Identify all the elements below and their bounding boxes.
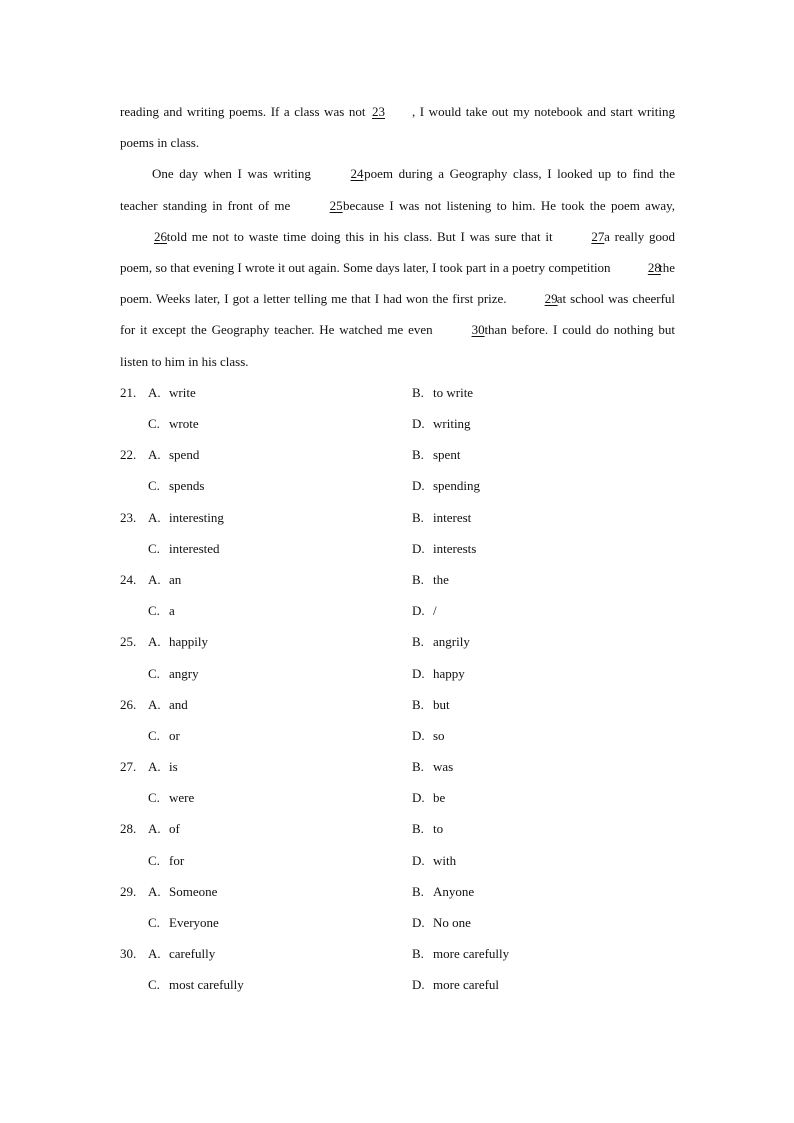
option-d: [412, 907, 471, 938]
question-number: 26.: [120, 696, 137, 712]
option-text: Anyone: [433, 883, 475, 899]
option-b: [412, 938, 509, 969]
option-text: more carefully: [433, 946, 510, 962]
option-text: be: [433, 790, 446, 806]
option-text: wrote: [169, 416, 199, 432]
question-row: [120, 533, 675, 564]
option-a: [148, 813, 180, 844]
option-text: but: [433, 696, 450, 712]
passage-text: the poem. Weeks later, I got a letter telling me that I had won the first prize.: [120, 260, 676, 307]
question-row: [120, 938, 675, 969]
option-letter: A.: [148, 946, 161, 962]
question-row: [120, 845, 675, 876]
option-letter: A.: [148, 384, 161, 400]
option-b: [412, 689, 450, 720]
option-text: happy: [433, 665, 465, 681]
option-text: interesting: [169, 509, 224, 525]
question-row: [120, 907, 675, 938]
option-text: for: [169, 852, 185, 868]
option-b: [412, 751, 453, 782]
question-row: [120, 439, 675, 470]
option-text: and: [169, 696, 188, 712]
option-a: [148, 689, 188, 720]
option-letter: D.: [412, 977, 425, 993]
option-text: were: [169, 790, 195, 806]
option-text: or: [169, 727, 180, 743]
option-text: most carefully: [169, 977, 244, 993]
option-text: was: [433, 759, 454, 775]
question-row: [120, 969, 675, 1000]
question-row: [120, 408, 675, 439]
option-letter: D.: [412, 478, 425, 494]
blank-27: 27: [591, 228, 605, 244]
option-letter: A.: [148, 883, 161, 899]
option-a: [148, 876, 217, 907]
option-letter: D.: [412, 790, 425, 806]
question-number: 25.: [120, 634, 137, 650]
blank-30: 30: [471, 322, 485, 338]
option-letter: A.: [148, 759, 161, 775]
question-list: [120, 377, 675, 1001]
option-b: [412, 876, 474, 907]
option-text: Everyone: [169, 915, 219, 931]
passage-text: at school was cheerful for it except the Geography teacher. He watched me even: [120, 291, 676, 338]
option-letter: B.: [412, 883, 424, 899]
option-a: [148, 751, 178, 782]
option-d: [412, 720, 445, 751]
question-row: [120, 502, 675, 533]
option-text: happily: [169, 634, 208, 650]
option-d: [412, 595, 437, 626]
question-row: [120, 626, 675, 657]
question-number: 22.: [120, 447, 137, 463]
option-text: carefully: [169, 946, 216, 962]
option-letter: D.: [412, 852, 425, 868]
option-d: [412, 533, 476, 564]
option-text: a: [169, 603, 175, 619]
question-number: 30.: [120, 946, 137, 962]
option-letter: A.: [148, 696, 161, 712]
question-number: 21.: [120, 384, 137, 400]
option-c: [148, 658, 199, 689]
passage-text: a really good poem, so that evening I wrote it out again. Some days later, I took part in a poetry competition: [120, 228, 676, 276]
option-c: [148, 969, 244, 1000]
option-text: /: [433, 603, 437, 619]
option-b: [412, 377, 473, 408]
option-letter: D.: [412, 665, 425, 681]
option-text: is: [169, 759, 178, 775]
option-a: [148, 938, 215, 969]
option-a: [148, 502, 224, 533]
option-c: [148, 907, 219, 938]
question-row: [120, 720, 675, 751]
option-letter: D.: [412, 727, 425, 743]
option-c: [148, 720, 180, 751]
question-row: [120, 813, 675, 844]
question-row: [120, 595, 675, 626]
option-letter: C.: [148, 665, 160, 681]
option-text: so: [433, 727, 445, 743]
option-c: [148, 595, 175, 626]
option-b: [412, 564, 449, 595]
question-row: [120, 751, 675, 782]
option-text: No one: [433, 915, 471, 931]
blank-23: 23: [372, 104, 385, 119]
option-c: [148, 470, 204, 501]
passage-text: than before. I could do nothing but listen to him in his class.: [120, 322, 676, 369]
option-letter: B.: [412, 384, 424, 400]
option-letter: B.: [412, 447, 424, 463]
option-text: with: [433, 852, 457, 868]
passage-text: One day when I was writing: [152, 166, 311, 182]
blank-24: 24: [350, 166, 364, 182]
option-b: [412, 502, 471, 533]
option-letter: D.: [412, 603, 425, 619]
option-text: of: [169, 821, 180, 837]
option-letter: C.: [148, 790, 160, 806]
option-text: an: [169, 571, 182, 587]
option-letter: B.: [412, 759, 424, 775]
question-row: [120, 689, 675, 720]
question-number: 24.: [120, 571, 137, 587]
option-c: [148, 408, 199, 439]
option-b: [412, 439, 460, 470]
option-d: [412, 845, 456, 876]
option-letter: D.: [412, 915, 425, 931]
option-letter: C.: [148, 727, 160, 743]
option-letter: B.: [412, 571, 424, 587]
option-letter: C.: [148, 915, 160, 931]
question-number: 27.: [120, 759, 137, 775]
option-a: [148, 626, 208, 657]
passage-text: because I was not listening to him. He took the poem away,: [342, 197, 676, 213]
option-letter: C.: [148, 852, 160, 868]
question-row: [120, 564, 675, 595]
option-letter: C.: [148, 478, 160, 494]
question-number: 23.: [120, 509, 137, 525]
option-letter: A.: [148, 571, 161, 587]
option-a: [148, 439, 199, 470]
option-text: angrily: [433, 634, 470, 650]
option-text: write: [169, 384, 196, 400]
option-text: more careful: [433, 977, 500, 993]
option-letter: B.: [412, 946, 424, 962]
option-text: spending: [433, 478, 480, 494]
option-letter: A.: [148, 821, 161, 837]
option-b: [412, 626, 470, 657]
passage-paragraph-2: [120, 158, 675, 376]
blank-28: 28: [647, 260, 661, 276]
blank-29: 29: [544, 291, 558, 307]
option-d: [412, 782, 445, 813]
option-text: the: [433, 571, 449, 587]
document-page: [120, 96, 675, 1001]
option-letter: B.: [412, 509, 424, 525]
option-text: interest: [433, 509, 472, 525]
passage-text: , I would take out my notebook and start writing poems in class.: [120, 104, 676, 151]
passage-paragraph-1: [120, 96, 675, 158]
question-row: [120, 782, 675, 813]
option-d: [412, 470, 480, 501]
option-b: [412, 813, 443, 844]
option-letter: B.: [412, 821, 424, 837]
option-letter: C.: [148, 540, 160, 556]
option-letter: D.: [412, 416, 425, 432]
option-text: to write: [433, 384, 474, 400]
option-d: [412, 969, 499, 1000]
option-letter: A.: [148, 447, 161, 463]
question-row: [120, 377, 675, 408]
option-text: writing: [433, 416, 471, 432]
option-d: [412, 408, 471, 439]
passage-text: told me not to waste time doing this in his class. But I was sure that it: [166, 228, 553, 244]
option-c: [148, 533, 220, 564]
option-text: angry: [169, 665, 199, 681]
option-text: Someone: [169, 883, 218, 899]
question-number: 29.: [120, 883, 137, 899]
question-number: 28.: [120, 821, 137, 837]
option-text: spend: [169, 447, 200, 463]
option-letter: B.: [412, 696, 424, 712]
blank-26: 26: [154, 228, 167, 244]
option-letter: C.: [148, 603, 160, 619]
option-letter: C.: [148, 977, 160, 993]
question-row: [120, 876, 675, 907]
blank-25: 25: [329, 197, 343, 213]
option-c: [148, 845, 184, 876]
option-text: interests: [433, 540, 477, 556]
option-letter: A.: [148, 634, 161, 650]
option-a: [148, 564, 181, 595]
option-text: to: [433, 821, 444, 837]
option-text: spends: [169, 478, 205, 494]
option-text: interested: [169, 540, 220, 556]
option-letter: B.: [412, 634, 424, 650]
passage-text: reading and writing poems. If a class was not: [120, 104, 366, 119]
passage-text: poem during a Geography class, I looked up to find the teacher standing in front of me: [120, 166, 676, 213]
option-text: spent: [433, 447, 461, 463]
option-a: [148, 377, 196, 408]
question-row: [120, 470, 675, 501]
question-row: [120, 658, 675, 689]
option-d: [412, 658, 465, 689]
option-c: [148, 782, 194, 813]
option-letter: A.: [148, 509, 161, 525]
option-letter: C.: [148, 416, 160, 432]
option-letter: D.: [412, 540, 425, 556]
